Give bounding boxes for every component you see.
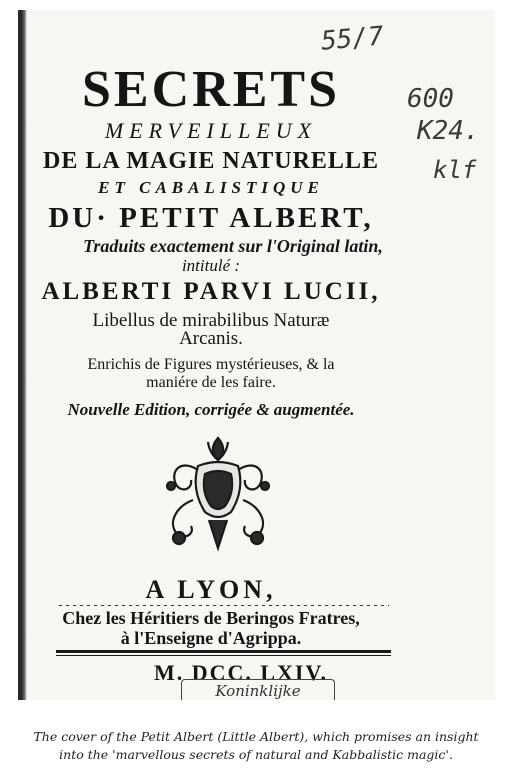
double-rule-thin (56, 655, 391, 656)
cover-title: SECRETS (82, 61, 340, 118)
cover-line-maniere: maniére de les faire. (146, 374, 276, 391)
library-stamp: Koninklijke (181, 679, 335, 700)
imprint-sign: à l'Enseigne d'Agrippa. (120, 628, 302, 648)
imprint-city: A LYON, (145, 575, 277, 604)
dotted-divider (59, 605, 389, 606)
cover-line-arcanis: Arcanis. (179, 328, 243, 349)
cover-line-parvi: ALBERTI PARVI LUCII, (41, 278, 381, 305)
cover-line-magie: DE LA MAGIE NATURELLE (43, 148, 379, 174)
cover-line-libellus: Libellus de mirabilibus Naturæ (92, 310, 330, 331)
handwritten-note-top: 55/7 (319, 21, 385, 57)
printers-ornament (153, 430, 283, 555)
cover-line-traduits: Traduits exactement sur l'Original latin, (83, 236, 383, 256)
imprint-publisher: Chez les Héritiers de Beringos Fratres, (62, 608, 360, 628)
handwritten-note-klf: klf (433, 156, 477, 184)
cover-line-cabalistique: ET CABALISTIQUE (98, 178, 324, 197)
cover-line-intitule: intitulé : (181, 256, 241, 275)
cover-line-enrichis: Enrichis de Figures mystérieuses, & la (87, 356, 335, 373)
cover-line-nouvelle: Nouvelle Edition, corrigée & augmentée. (67, 400, 355, 419)
cover-line-merveilleux: MERVEILLEUX (104, 118, 318, 143)
handwritten-note-k24: K24. (417, 116, 480, 146)
cover-line-albert: DU· PETIT ALBERT, (48, 202, 374, 234)
book-cover-scan (18, 10, 495, 700)
imprint-date: M. DCC. LXIV. (153, 660, 329, 685)
double-rule-thick (56, 650, 391, 653)
handwritten-note-600: 600 (407, 84, 454, 114)
figure-caption: The cover of the Petit Albert (Little Albert), which promises an insight into the 'marvellous secrets of natural and Kabbalistic magic'. (33, 729, 479, 762)
